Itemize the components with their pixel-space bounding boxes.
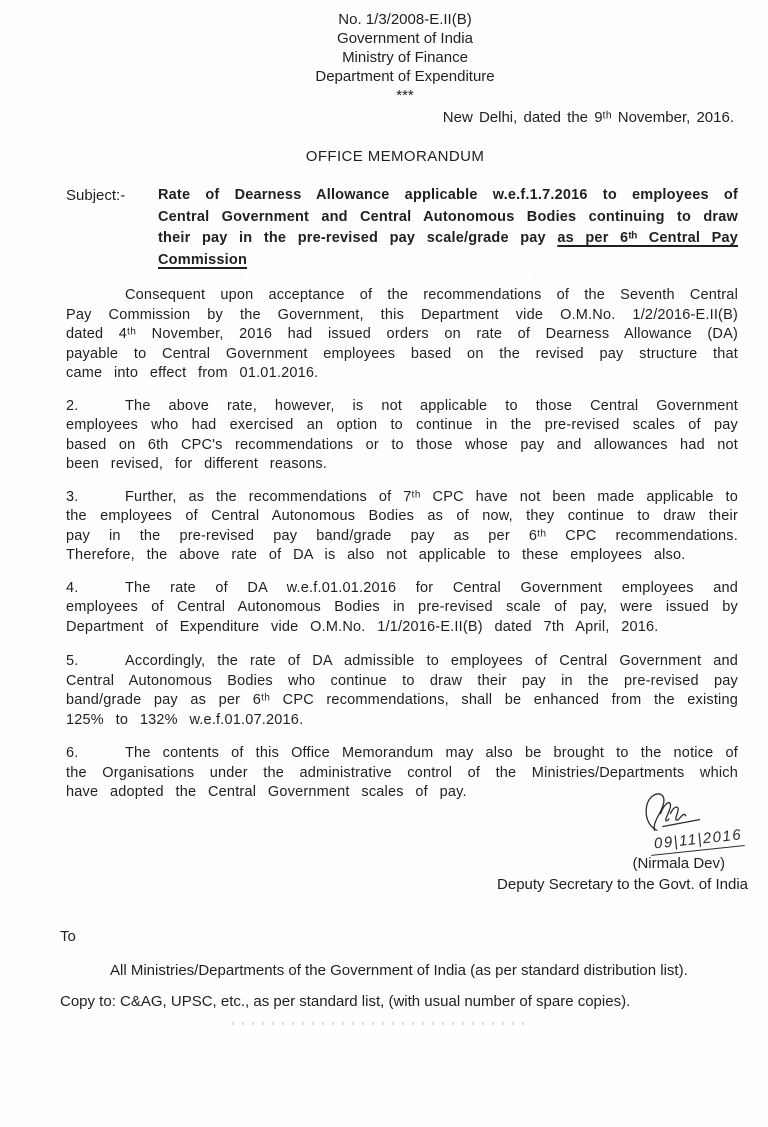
paragraph-number: 3. [66, 488, 79, 505]
copy-to-line: Copy to: C&AG, UPSC, etc., as per standard list, (with usual number of spare copies). [60, 992, 631, 1010]
separator-stars: *** [396, 87, 414, 104]
subject-block [66, 185, 768, 271]
handwritten-date: 09|11|2016 [649, 826, 745, 856]
paragraph-4 [66, 579, 738, 638]
paragraph-text: Consequent upon acceptance of the recommendations of the Seventh Central Pay Commission by the Government, this Department vide O.M.No. 1/2/2016-E.II(B) dated 4ᵗʰ November, 2016 had issued orders on rate of Dearness Allowance (DA) payable to Central Government employees based on the revised pay structure that came into effect from 01.01.2016. [66, 287, 738, 381]
signatory-name: (Nirmala Dev) [632, 854, 725, 872]
distribution-line: All Ministries/Departments of the Government of India (as per standard distribution list). [110, 961, 688, 979]
paragraph-text: The rate of DA w.e.f.01.01.2016 for Central Government employees and employees of Central Autonomous Bodies in pre-revised scale of pay, were issued by Department of Expenditure vide O.M.No. 1/1/2016-E.II(B) dated 7th April, 2016. [66, 579, 738, 635]
document-title: OFFICE MEMORANDUM [305, 148, 485, 165]
signature-date-row [0, 825, 768, 852]
subject-label: Subject:- [66, 187, 126, 204]
org-name: Government of India [337, 30, 473, 47]
scan-noise-artifact [232, 1022, 532, 1025]
paragraph-text: The contents of this Office Memorandum may also be brought to the notice of the Organisations under the administrative control of the Ministries/Departments which have adopted the Central Government scales of pay. [66, 745, 738, 800]
paragraph-text: Accordingly, the rate of DA admissible to employees of Central Government and Central Autonomous Bodies who continue to draw their pay in the pre-revised pay band/grade pay as per 6ᵗʰ CPC recommendations, shall be enhanced from the existing 125% to 132% w.e.f.01.07.2016. [66, 653, 738, 728]
paragraph-text: The above rate, however, is not applicable to those Central Government employees who had exercised an option to continue in the pre-revised scales of pay based on 6th CPC's recommendations or to those whose pay and allowances had not been revised, for different reasons. [66, 397, 738, 472]
paragraph-number: 2. [66, 397, 79, 414]
paragraph-number: 6. [66, 745, 79, 761]
to-label: To [60, 927, 76, 945]
subject-text [158, 185, 738, 271]
paragraph-3 [66, 488, 738, 566]
paragraph-number: 5. [66, 653, 79, 669]
reference-number: No. 1/3/2008-E.II(B) [338, 11, 472, 28]
paragraph-text: Further, as the recommendations of 7ᵗʰ CPC have not been made applicable to the employees of Central Autonomous Bodies as of now, they continue to draw their pay in the pre-revised pay band/grade pay as per 6ᵗʰ CPC recommendations. Therefore, the above rate of DA is also not applicable to these employees also. [66, 488, 738, 563]
paragraph-1 [66, 286, 738, 384]
subject-text-underlined: as per 6ᵗʰ Central Pay Commission [158, 230, 738, 268]
paragraph-5 [66, 652, 738, 730]
signatory-designation: Deputy Secretary to the Govt. of India [497, 875, 748, 893]
paragraph-number: 4. [66, 579, 79, 596]
paragraph-2 [66, 397, 738, 475]
subject-text-main: Rate of Dearness Allowance applicable w.e.f.1.7.2016 to employees of Central Government and Central Autonomous Bodies continuing to draw their pay in the pre-revised pay scale/grade pay [158, 187, 738, 246]
department-name: Department of Expenditure [315, 68, 495, 85]
scanned-memo-page [0, 10, 768, 1127]
signature-scribble-icon [640, 787, 704, 837]
signature-block [0, 787, 768, 894]
ministry-name: Ministry of Finance [342, 49, 468, 66]
letterhead [21, 10, 768, 105]
place-date-line: New Delhi, dated the 9ᵗʰ November, 2016. [442, 109, 734, 126]
